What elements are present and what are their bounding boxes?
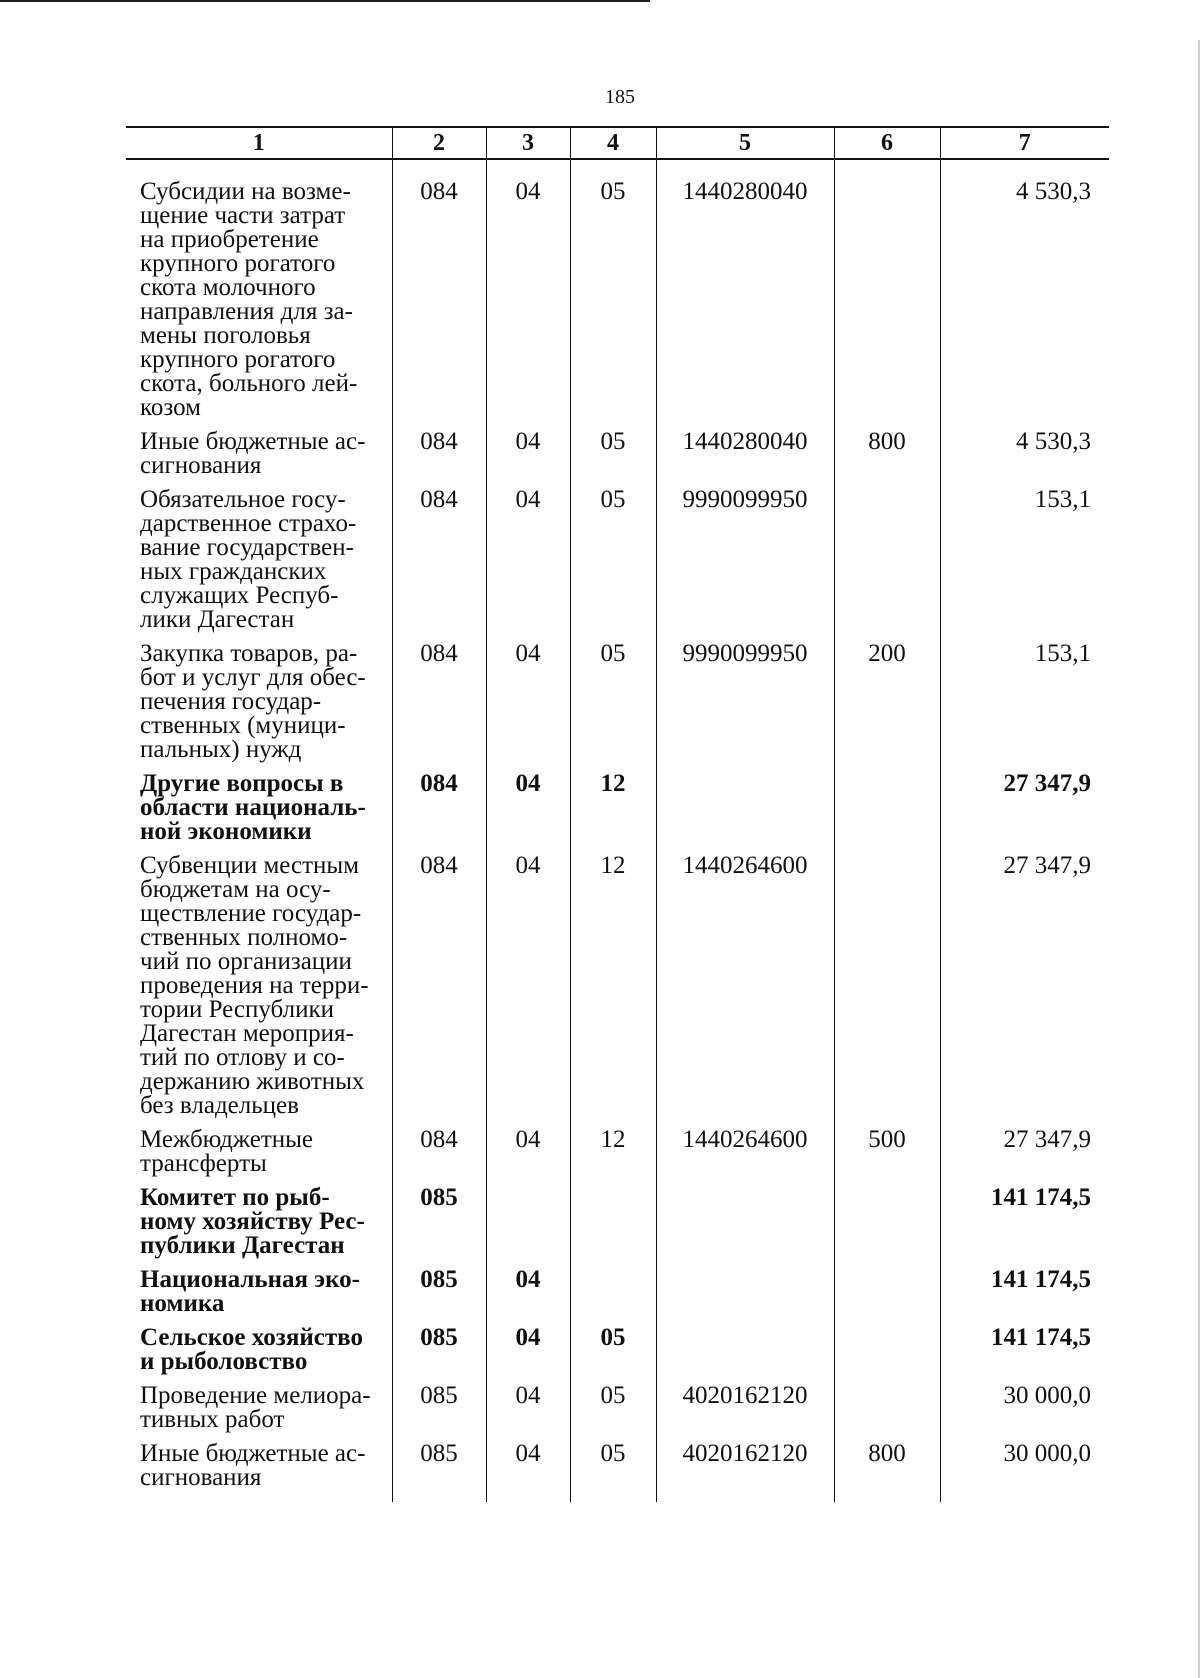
cell-col-5-text: 1440280040 bbox=[682, 428, 808, 455]
cell-col-7-text: 4 530,3 bbox=[1016, 178, 1091, 205]
scan-edge-top bbox=[0, 0, 650, 2]
cell-col-2-text: 084 bbox=[420, 640, 458, 667]
cell-col-6-text: 200 bbox=[868, 640, 906, 667]
cell-col-5-text: 1440264600 bbox=[682, 852, 808, 879]
cell-name bbox=[126, 772, 392, 854]
cell-name bbox=[126, 1384, 392, 1442]
cell-col-2-text: 084 bbox=[420, 770, 458, 797]
table-row bbox=[126, 1384, 1109, 1442]
cell-col-2-text: 084 bbox=[420, 486, 458, 513]
cell-col-2 bbox=[392, 642, 486, 772]
cell-col-2 bbox=[392, 854, 486, 1128]
cell-col-4 bbox=[570, 488, 656, 642]
cell-col-3-text: 04 bbox=[515, 1382, 541, 1409]
cell-col-4 bbox=[570, 854, 656, 1128]
cell-col-5 bbox=[656, 1384, 834, 1442]
cell-col-7 bbox=[940, 1128, 1109, 1186]
cell-col-7-text: 27 347,9 bbox=[1003, 1126, 1091, 1153]
cell-name-text: Субсидии на возме- щение части затрат на приобретение крупного рогатого скота молочного направления для за- мены поголовья крупного рогатого скота, больного лей- козом bbox=[140, 178, 358, 421]
header-row bbox=[126, 127, 1109, 159]
cell-col-7 bbox=[940, 1326, 1109, 1384]
cell-col-4 bbox=[570, 1268, 656, 1326]
cell-col-7-text: 30 000,0 bbox=[1003, 1382, 1091, 1409]
cell-col-6 bbox=[834, 1442, 940, 1502]
cell-name-text: Иные бюджетные ас- сигнования bbox=[140, 428, 366, 479]
cell-col-2-text: 085 bbox=[420, 1440, 458, 1467]
cell-col-2 bbox=[392, 1442, 486, 1502]
cell-col-2-text: 085 bbox=[420, 1184, 458, 1211]
cell-name-text: Субвенции местным бюджетам на осу- ществление государ- ственных полномо- чий по организации проведения на терри- тории Республики Дагестан мероприя- тий по отлову и со- держанию животных без владельцев bbox=[140, 852, 369, 1119]
cell-col-6 bbox=[834, 1326, 940, 1384]
cell-name bbox=[126, 1186, 392, 1268]
cell-col-6-text: 800 bbox=[868, 1440, 906, 1467]
cell-col-6 bbox=[834, 159, 940, 430]
cell-col-3-text: 04 bbox=[515, 1126, 541, 1153]
cell-col-4 bbox=[570, 1326, 656, 1384]
cell-col-2 bbox=[392, 772, 486, 854]
cell-col-5 bbox=[656, 1326, 834, 1384]
cell-col-5 bbox=[656, 1128, 834, 1186]
cell-col-3 bbox=[486, 1128, 570, 1186]
cell-name bbox=[126, 642, 392, 772]
cell-col-3-text: 04 bbox=[515, 1266, 541, 1293]
cell-col-7 bbox=[940, 1186, 1109, 1268]
cell-col-7 bbox=[940, 159, 1109, 430]
table-row bbox=[126, 488, 1109, 642]
table-row bbox=[126, 1442, 1109, 1502]
cell-col-5 bbox=[656, 642, 834, 772]
cell-col-2-text: 084 bbox=[420, 428, 458, 455]
table-row bbox=[126, 1268, 1109, 1326]
cell-name-text: Национальная эко- номика bbox=[140, 1266, 361, 1317]
cell-col-4-text: 05 bbox=[600, 486, 626, 513]
cell-name-text: Сельское хозяйство и рыболовство bbox=[140, 1324, 363, 1375]
cell-col-4 bbox=[570, 1186, 656, 1268]
cell-col-7-text: 30 000,0 bbox=[1003, 1440, 1091, 1467]
header-col-2: 2 bbox=[392, 127, 486, 159]
cell-col-6-text: 800 bbox=[868, 428, 906, 455]
cell-col-2-text: 084 bbox=[420, 178, 458, 205]
cell-col-3-text: 04 bbox=[515, 852, 541, 879]
cell-col-5-text: 4020162120 bbox=[682, 1382, 808, 1409]
cell-col-6 bbox=[834, 430, 940, 488]
cell-name bbox=[126, 1442, 392, 1502]
table-row bbox=[126, 1186, 1109, 1268]
cell-col-3 bbox=[486, 642, 570, 772]
header-col-7: 7 bbox=[940, 127, 1109, 159]
cell-col-4-text: 05 bbox=[600, 1440, 626, 1467]
cell-col-4-text: 05 bbox=[600, 1324, 626, 1351]
cell-col-4 bbox=[570, 772, 656, 854]
cell-col-2 bbox=[392, 1186, 486, 1268]
cell-col-4 bbox=[570, 430, 656, 488]
cell-name bbox=[126, 1268, 392, 1326]
cell-col-5-text: 1440264600 bbox=[682, 1126, 808, 1153]
cell-col-7-text: 27 347,9 bbox=[1003, 852, 1091, 879]
cell-col-6 bbox=[834, 772, 940, 854]
cell-name bbox=[126, 159, 392, 430]
table-row bbox=[126, 1128, 1109, 1186]
table-row bbox=[126, 642, 1109, 772]
cell-col-7-text: 27 347,9 bbox=[1003, 770, 1091, 797]
cell-col-3 bbox=[486, 1384, 570, 1442]
table-row bbox=[126, 159, 1109, 430]
cell-col-2 bbox=[392, 488, 486, 642]
cell-col-6 bbox=[834, 854, 940, 1128]
cell-col-5-text: 9990099950 bbox=[682, 640, 808, 667]
cell-name-text: Комитет по рыб- ному хозяйству Рес- публики Дагестан bbox=[140, 1184, 365, 1259]
cell-col-7 bbox=[940, 854, 1109, 1128]
cell-col-3-text: 04 bbox=[515, 640, 541, 667]
cell-name bbox=[126, 1128, 392, 1186]
cell-col-2 bbox=[392, 1128, 486, 1186]
cell-col-6 bbox=[834, 642, 940, 772]
header-col-3: 3 bbox=[486, 127, 570, 159]
cell-col-5-text: 9990099950 bbox=[682, 486, 808, 513]
table-row bbox=[126, 854, 1109, 1128]
cell-col-4-text: 05 bbox=[600, 178, 626, 205]
cell-col-4 bbox=[570, 1442, 656, 1502]
page-number: 185 bbox=[605, 86, 635, 108]
cell-col-2-text: 085 bbox=[420, 1266, 458, 1293]
cell-col-5 bbox=[656, 1268, 834, 1326]
table-row bbox=[126, 430, 1109, 488]
cell-col-5 bbox=[656, 430, 834, 488]
cell-col-5-text: 4020162120 bbox=[682, 1440, 808, 1467]
cell-col-3 bbox=[486, 772, 570, 854]
cell-col-7-text: 141 174,5 bbox=[991, 1324, 1091, 1351]
cell-col-5 bbox=[656, 488, 834, 642]
cell-col-7 bbox=[940, 1268, 1109, 1326]
cell-col-5 bbox=[656, 854, 834, 1128]
cell-col-6 bbox=[834, 488, 940, 642]
cell-name-text: Закупка товаров, ра- бот и услуг для обес- печения государ- ственных (муници- пальных) нужд bbox=[140, 640, 366, 763]
cell-col-4-text: 05 bbox=[600, 428, 626, 455]
cell-col-2-text: 084 bbox=[420, 852, 458, 879]
cell-col-3-text: 04 bbox=[515, 486, 541, 513]
cell-col-3-text: 04 bbox=[515, 178, 541, 205]
cell-col-2-text: 084 bbox=[420, 1126, 458, 1153]
table-row bbox=[126, 1326, 1109, 1384]
cell-col-7-text: 153,1 bbox=[1034, 486, 1091, 513]
cell-col-7 bbox=[940, 1442, 1109, 1502]
cell-col-2 bbox=[392, 1326, 486, 1384]
cell-col-5 bbox=[656, 1442, 834, 1502]
cell-name-text: Проведение мелиора- тивных работ bbox=[140, 1382, 371, 1433]
table-header bbox=[126, 127, 1109, 159]
cell-col-5 bbox=[656, 1186, 834, 1268]
header-col-6: 6 bbox=[834, 127, 940, 159]
cell-col-7 bbox=[940, 430, 1109, 488]
cell-col-4 bbox=[570, 1128, 656, 1186]
cell-col-3 bbox=[486, 1326, 570, 1384]
cell-col-7-text: 4 530,3 bbox=[1016, 428, 1091, 455]
cell-col-4-text: 12 bbox=[600, 770, 626, 797]
cell-col-6 bbox=[834, 1384, 940, 1442]
header-col-1: 1 bbox=[126, 127, 392, 159]
header-col-4: 4 bbox=[570, 127, 656, 159]
cell-col-5-text: 1440280040 bbox=[682, 178, 808, 205]
cell-name-text: Межбюджетные трансферты bbox=[140, 1126, 314, 1177]
cell-col-4-text: 12 bbox=[600, 1126, 626, 1153]
cell-col-4-text: 05 bbox=[600, 640, 626, 667]
cell-col-3 bbox=[486, 1186, 570, 1268]
cell-col-3-text: 04 bbox=[515, 428, 541, 455]
cell-col-6 bbox=[834, 1128, 940, 1186]
cell-col-4-text: 12 bbox=[600, 852, 626, 879]
cell-name bbox=[126, 488, 392, 642]
cell-col-4-text: 05 bbox=[600, 1382, 626, 1409]
cell-col-3-text: 04 bbox=[515, 1440, 541, 1467]
cell-name-text: Другие вопросы в области националь- ной экономики bbox=[140, 770, 366, 845]
cell-col-2 bbox=[392, 430, 486, 488]
cell-col-5 bbox=[656, 772, 834, 854]
cell-col-4 bbox=[570, 1384, 656, 1442]
cell-name bbox=[126, 854, 392, 1128]
cell-col-2 bbox=[392, 159, 486, 430]
cell-col-6 bbox=[834, 1268, 940, 1326]
cell-col-7 bbox=[940, 642, 1109, 772]
cell-col-3-text: 04 bbox=[515, 1324, 541, 1351]
cell-col-3-text: 04 bbox=[515, 770, 541, 797]
cell-col-4 bbox=[570, 159, 656, 430]
cell-col-2-text: 085 bbox=[420, 1324, 458, 1351]
cell-name bbox=[126, 1326, 392, 1384]
cell-col-3 bbox=[486, 159, 570, 430]
header-col-5: 5 bbox=[656, 127, 834, 159]
cell-col-3 bbox=[486, 1268, 570, 1326]
cell-col-3 bbox=[486, 488, 570, 642]
cell-col-6 bbox=[834, 1186, 940, 1268]
cell-col-7 bbox=[940, 1384, 1109, 1442]
cell-col-7-text: 141 174,5 bbox=[991, 1266, 1091, 1293]
cell-col-7 bbox=[940, 772, 1109, 854]
cell-col-4 bbox=[570, 642, 656, 772]
cell-col-7-text: 141 174,5 bbox=[991, 1184, 1091, 1211]
cell-col-2 bbox=[392, 1384, 486, 1442]
cell-col-7 bbox=[940, 488, 1109, 642]
cell-name-text: Обязательное госу- дарственное страхо- вание государствен- ных гражданских служащих Респуб- лики Дагестан bbox=[140, 486, 357, 633]
table-row bbox=[126, 772, 1109, 854]
cell-col-6-text: 500 bbox=[868, 1126, 906, 1153]
cell-name-text: Иные бюджетные ас- сигнования bbox=[140, 1440, 366, 1491]
cell-col-7-text: 153,1 bbox=[1034, 640, 1091, 667]
table-body bbox=[126, 159, 1109, 1502]
cell-col-3 bbox=[486, 1442, 570, 1502]
cell-col-2-text: 085 bbox=[420, 1382, 458, 1409]
cell-col-3 bbox=[486, 854, 570, 1128]
cell-col-5 bbox=[656, 159, 834, 430]
cell-col-2 bbox=[392, 1268, 486, 1326]
cell-col-3 bbox=[486, 430, 570, 488]
budget-table bbox=[126, 126, 1109, 1502]
cell-name bbox=[126, 430, 392, 488]
